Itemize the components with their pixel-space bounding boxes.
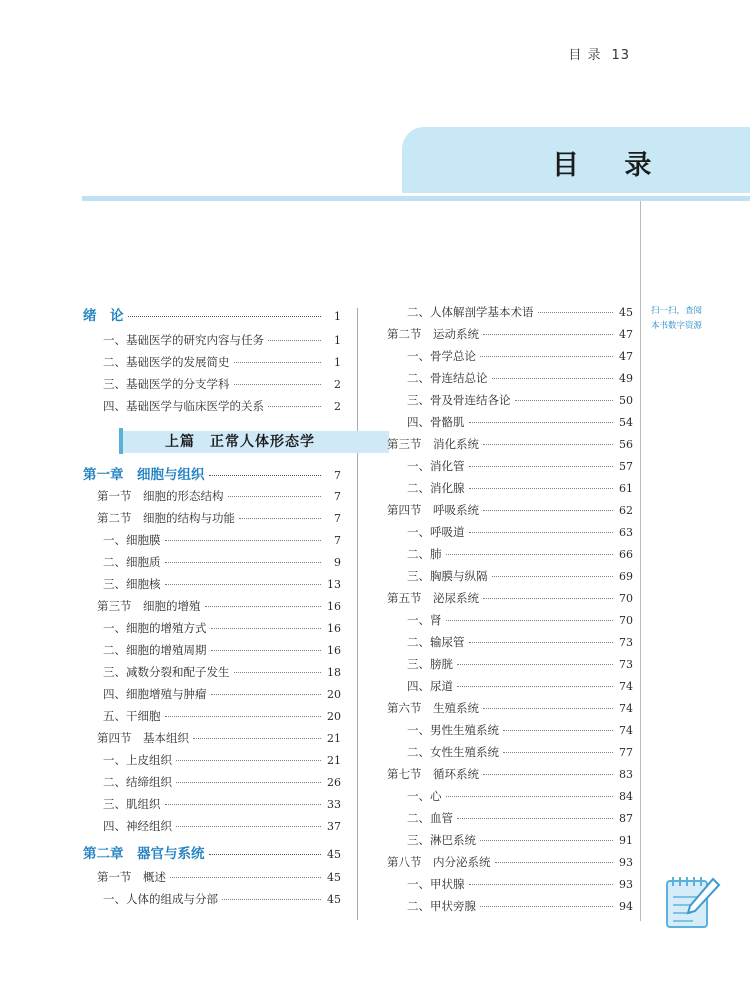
toc-entry[interactable] [387, 546, 633, 568]
toc-page-number: 66 [619, 548, 633, 561]
toc-chapter-2[interactable] [83, 842, 341, 869]
toc-entry-label: 二、细胞的增殖周期 [103, 643, 207, 657]
toc-page-number: 1 [334, 310, 341, 323]
toc-section[interactable] [387, 766, 633, 788]
toc-page-number: 83 [619, 768, 633, 781]
toc-entry-label: 二、肺 [407, 547, 442, 561]
toc-entry-label: 一、消化管 [407, 459, 465, 473]
toc-page-number: 7 [334, 469, 341, 482]
toc-page-number: 9 [334, 556, 341, 569]
toc-entry[interactable] [83, 376, 341, 398]
toc-entry-label: 三、膀胱 [407, 657, 453, 671]
toc-entry[interactable] [387, 722, 633, 744]
toc-entry-label: 第二节 细胞的结构与功能 [97, 511, 235, 525]
toc-entry-label: 三、基础医学的分支学科 [103, 377, 230, 391]
leader-dots [457, 686, 613, 687]
leader-dots [211, 694, 322, 695]
leader-dots [492, 576, 614, 577]
leader-dots [483, 444, 613, 445]
toc-section[interactable] [83, 869, 341, 891]
page-title: 目 录 [552, 150, 670, 181]
toc-entry-label: 三、胸膜与纵隔 [407, 569, 488, 583]
toc-entry-label: 二、血管 [407, 811, 453, 825]
part-heading-title: 上篇 正常人体形态学 [165, 434, 315, 450]
leader-dots [205, 606, 322, 607]
leader-dots [495, 862, 614, 863]
running-title: 目 录 [568, 48, 602, 63]
toc-page-number: 21 [327, 754, 341, 767]
toc-entry[interactable] [387, 876, 633, 898]
toc-page-number: 91 [619, 834, 633, 847]
toc-page-number: 56 [619, 438, 633, 451]
running-head [568, 44, 630, 63]
leader-dots [165, 562, 322, 563]
toc-entry-label: 二、结缔组织 [103, 775, 172, 789]
toc-page-number: 16 [327, 622, 341, 635]
toc-left-column [83, 304, 341, 913]
toc-entry-label: 一、细胞的增殖方式 [103, 621, 207, 635]
toc-page-number: 49 [619, 372, 633, 385]
leader-dots [239, 518, 321, 519]
toc-entry-label: 一、骨学总论 [407, 349, 476, 363]
toc-page-number: 47 [619, 350, 633, 363]
toc-entry-label: 一、上皮组织 [103, 753, 172, 767]
toc-section[interactable] [83, 510, 341, 532]
toc-entry[interactable] [83, 664, 341, 686]
toc-entry-label: 第四节 呼吸系统 [387, 503, 479, 517]
toc-page-number: 93 [619, 878, 633, 891]
toc-page-number: 70 [619, 592, 633, 605]
part-heading-bar [119, 428, 123, 454]
toc-page-number: 1 [334, 356, 341, 369]
toc-entry[interactable] [387, 414, 633, 436]
toc-page-number: 63 [619, 526, 633, 539]
toc-page-number: 2 [334, 378, 341, 391]
toc-entry-label: 第二节 运动系统 [387, 327, 479, 341]
toc-entry[interactable] [387, 898, 633, 920]
toc-page-number: 74 [619, 702, 633, 715]
toc-entry-label: 四、尿道 [407, 679, 453, 693]
leader-dots [209, 854, 322, 855]
leader-dots [268, 406, 321, 407]
toc-entry[interactable] [83, 332, 341, 354]
toc-entry-label: 一、呼吸道 [407, 525, 465, 539]
toc-entry-label: 四、神经组织 [103, 819, 172, 833]
column-divider [357, 308, 358, 920]
leader-dots [469, 488, 614, 489]
toc-entry-label: 四、基础医学与临床医学的关系 [103, 399, 264, 413]
toc-entry-label: 三、减数分裂和配子发生 [103, 665, 230, 679]
toc-entry-label: 一、心 [407, 789, 442, 803]
part-heading[interactable] [119, 428, 389, 454]
toc-page-number: 57 [619, 460, 633, 473]
margin-divider [640, 201, 641, 921]
toc-entry-label: 一、基础医学的研究内容与任务 [103, 333, 264, 347]
toc-page-number: 1 [334, 334, 341, 347]
toc-entry-label: 第五节 泌尿系统 [387, 591, 479, 605]
toc-entry-label: 一、细胞膜 [103, 533, 161, 547]
toc-entry[interactable] [83, 818, 341, 840]
toc-entry-label: 一、男性生殖系统 [407, 723, 499, 737]
toc-entry[interactable] [387, 480, 633, 502]
toc-entry[interactable] [83, 708, 341, 730]
toc-entry-label: 第三节 消化系统 [387, 437, 479, 451]
toc-page-number: 45 [327, 871, 341, 884]
toc-entry-label: 第一节 概述 [97, 870, 166, 884]
toc-page-number: 47 [619, 328, 633, 341]
toc-entry[interactable] [83, 620, 341, 642]
toc-entry-label: 第四节 基本组织 [97, 731, 189, 745]
leader-dots [234, 362, 322, 363]
leader-dots [469, 532, 614, 533]
toc-page-number: 69 [619, 570, 633, 583]
toc-entry[interactable] [83, 752, 341, 774]
toc-entry[interactable] [83, 532, 341, 554]
page-number: 13 [611, 48, 630, 63]
leader-dots [222, 899, 321, 900]
header-rule [82, 196, 750, 201]
toc-page-number: 37 [327, 820, 341, 833]
toc-page-number: 87 [619, 812, 633, 825]
leader-dots [211, 628, 322, 629]
toc-entry[interactable] [83, 576, 341, 598]
toc-intro-heading[interactable] [83, 304, 341, 332]
toc-page-number: 74 [619, 724, 633, 737]
leader-dots [176, 826, 321, 827]
leader-dots [515, 400, 614, 401]
toc-entry-label: 一、人体的组成与分部 [103, 892, 218, 906]
toc-entry[interactable] [387, 656, 633, 678]
toc-page-number: 73 [619, 658, 633, 671]
toc-entry[interactable] [83, 554, 341, 576]
toc-page-number: 50 [619, 394, 633, 407]
leader-dots [165, 716, 322, 717]
toc-entry-label: 二、女性生殖系统 [407, 745, 499, 759]
leader-dots [228, 496, 322, 497]
toc-page-number: 13 [327, 578, 341, 591]
leader-dots [234, 672, 322, 673]
leader-dots [165, 804, 322, 805]
toc-entry[interactable] [387, 304, 633, 326]
toc-entry[interactable] [83, 796, 341, 818]
toc-entry-label: 第六节 生殖系统 [387, 701, 479, 715]
leader-dots [446, 620, 614, 621]
toc-entry-label: 二、消化腺 [407, 481, 465, 495]
leader-dots [457, 664, 613, 665]
toc-entry[interactable] [83, 398, 341, 420]
leader-dots [234, 384, 322, 385]
toc-entry[interactable] [387, 810, 633, 832]
toc-section[interactable] [387, 854, 633, 876]
toc-page-number: 16 [327, 644, 341, 657]
leader-dots [268, 340, 321, 341]
toc-entry[interactable] [83, 774, 341, 796]
toc-section[interactable] [83, 488, 341, 510]
toc-page-number: 16 [327, 600, 341, 613]
leader-dots [483, 598, 613, 599]
toc-page-number: 7 [334, 534, 341, 547]
toc-entry[interactable] [387, 458, 633, 480]
toc-entry-label: 一、肾 [407, 613, 442, 627]
leader-dots [211, 650, 322, 651]
toc-page-number: 84 [619, 790, 633, 803]
toc-entry[interactable] [387, 392, 633, 414]
toc-entry-label: 第八节 内分泌系统 [387, 855, 491, 869]
leader-dots [446, 554, 614, 555]
leader-dots [483, 334, 613, 335]
toc-section[interactable] [83, 598, 341, 620]
toc-entry-label: 四、细胞增殖与肿瘤 [103, 687, 207, 701]
toc-entry[interactable] [83, 354, 341, 376]
toc-entry[interactable] [83, 891, 341, 913]
toc-page-number: 45 [327, 893, 341, 906]
toc-page-number: 26 [327, 776, 341, 789]
leader-dots [446, 796, 614, 797]
leader-dots [128, 316, 322, 317]
toc-entry-label: 三、淋巴系统 [407, 833, 476, 847]
leader-dots [457, 818, 613, 819]
toc-entry-label: 第一节 细胞的形态结构 [97, 489, 224, 503]
toc-entry-label: 第三节 细胞的增殖 [97, 599, 201, 613]
toc-entry-label: 二、细胞质 [103, 555, 161, 569]
leader-dots [176, 760, 321, 761]
leader-dots [480, 356, 613, 357]
leader-dots [503, 730, 613, 731]
leader-dots [176, 782, 321, 783]
leader-dots [483, 708, 613, 709]
leader-dots [170, 877, 321, 878]
toc-page-number: 74 [619, 680, 633, 693]
side-note [651, 304, 749, 334]
toc-section[interactable] [387, 590, 633, 612]
leader-dots [483, 510, 613, 511]
toc-entry-label: 四、骨骼肌 [407, 415, 465, 429]
leader-dots [469, 884, 614, 885]
leader-dots [193, 738, 321, 739]
leader-dots [209, 475, 322, 476]
toc-page-number: 93 [619, 856, 633, 869]
side-note-line-2: 本书数字资源 [651, 321, 703, 331]
toc-intro-title: 绪 论 [83, 308, 124, 324]
toc-entry-label: 二、基础医学的发展简史 [103, 355, 230, 369]
toc-chapter-title: 第一章 细胞与组织 [83, 467, 205, 483]
toc-entry[interactable] [83, 686, 341, 708]
leader-dots [492, 378, 614, 379]
toc-entry-label: 二、骨连结总论 [407, 371, 488, 385]
toc-entry-label: 三、骨及骨连结各论 [407, 393, 511, 407]
toc-page-number: 33 [327, 798, 341, 811]
toc-page-number: 70 [619, 614, 633, 627]
toc-entry[interactable] [387, 678, 633, 700]
side-note-line-1: 扫一扫，查阅 [651, 306, 703, 316]
toc-page-number: 18 [327, 666, 341, 679]
toc-entry-label: 第七节 循环系统 [387, 767, 479, 781]
leader-dots [165, 584, 322, 585]
leader-dots [538, 312, 614, 313]
toc-page-number: 77 [619, 746, 633, 759]
toc-entry[interactable] [387, 568, 633, 590]
toc-page-number: 45 [327, 848, 341, 861]
toc-page-number: 45 [619, 306, 633, 319]
toc-entry[interactable] [83, 642, 341, 664]
notepad-pencil-icon [663, 871, 721, 931]
toc-entry-label: 三、肌组织 [103, 797, 161, 811]
toc-section[interactable] [387, 326, 633, 348]
toc-entry-label: 二、甲状旁腺 [407, 899, 476, 913]
toc-page-number: 73 [619, 636, 633, 649]
toc-page-number: 54 [619, 416, 633, 429]
toc-entry-label: 二、输尿管 [407, 635, 465, 649]
toc-entry[interactable] [387, 744, 633, 766]
toc-section[interactable] [387, 700, 633, 722]
leader-dots [503, 752, 613, 753]
toc-entry[interactable] [387, 612, 633, 634]
toc-page-number: 7 [334, 512, 341, 525]
leader-dots [480, 840, 613, 841]
toc-entry-label: 二、人体解剖学基本术语 [407, 305, 534, 319]
toc-page-number: 62 [619, 504, 633, 517]
leader-dots [469, 466, 614, 467]
toc-page-number: 20 [327, 688, 341, 701]
toc-entry[interactable] [387, 788, 633, 810]
toc-entry-label: 三、细胞核 [103, 577, 161, 591]
toc-right-column [387, 304, 633, 920]
toc-page-number: 2 [334, 400, 341, 413]
toc-section[interactable] [387, 502, 633, 524]
toc-entry-label: 五、干细胞 [103, 709, 161, 723]
leader-dots [165, 540, 322, 541]
leader-dots [469, 642, 614, 643]
toc-entry[interactable] [387, 524, 633, 546]
toc-chapter-1[interactable] [83, 463, 341, 488]
toc-entry[interactable] [387, 634, 633, 656]
toc-entry[interactable] [387, 370, 633, 392]
toc-page-number: 61 [619, 482, 633, 495]
toc-section[interactable] [387, 436, 633, 458]
toc-page-number: 20 [327, 710, 341, 723]
leader-dots [480, 906, 613, 907]
leader-dots [483, 774, 613, 775]
toc-page-number: 21 [327, 732, 341, 745]
toc-entry-label: 一、甲状腺 [407, 877, 465, 891]
toc-entry[interactable] [387, 832, 633, 854]
toc-page-number: 94 [619, 900, 633, 913]
toc-entry[interactable] [387, 348, 633, 370]
leader-dots [469, 422, 614, 423]
toc-section[interactable] [83, 730, 341, 752]
toc-chapter-title: 第二章 器官与系统 [83, 846, 205, 862]
toc-page-number: 7 [334, 490, 341, 503]
